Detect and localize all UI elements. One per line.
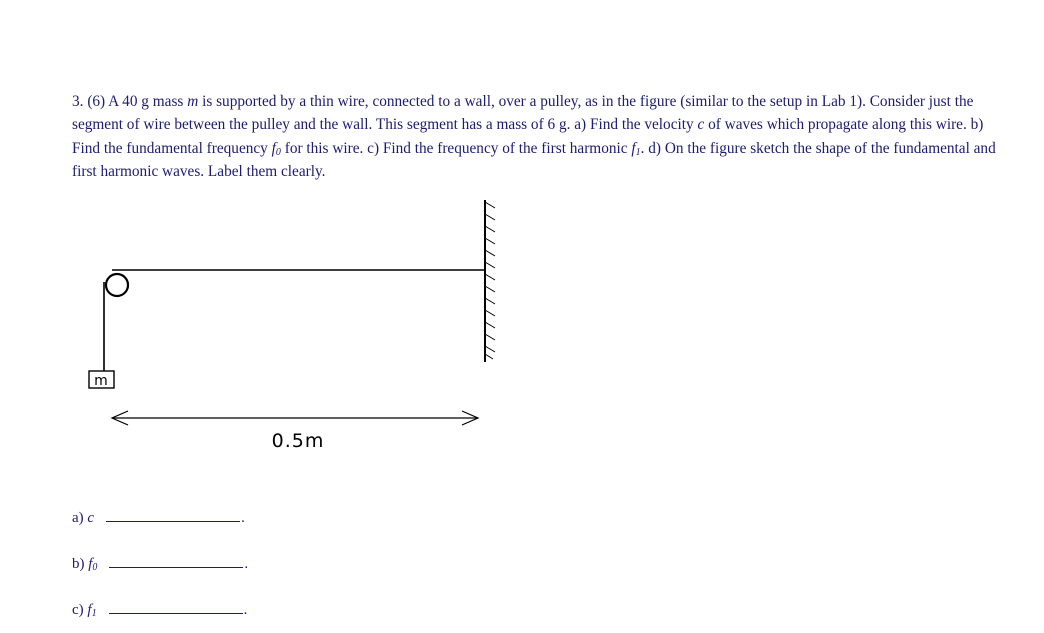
answer-b-blank[interactable] [109, 553, 243, 568]
length-label: 0.5m [271, 430, 325, 452]
answer-c-label: c) [72, 602, 84, 618]
answer-a-period: . [241, 510, 245, 526]
answer-a-blank[interactable] [106, 507, 240, 522]
problem-points: (6) [87, 93, 106, 110]
variable-f1: $f_1$ [631, 139, 641, 158]
answer-a-label: a) [72, 510, 84, 526]
answer-b-period: . [244, 556, 249, 572]
answer-b-variable: $f_0$ [88, 556, 98, 573]
problem-text-part: of waves which propagate along this wire. b) Find the fundamental frequency [72, 116, 984, 157]
answer-c-period: . [243, 602, 248, 618]
problem-number: 3. [72, 93, 84, 110]
wall-hatching [485, 202, 495, 359]
mass-label: m [94, 373, 108, 389]
problem-text-part: for this wire. c) Find the frequency of the first harmonic [284, 139, 628, 157]
problem-text-part: A 40 g mass [108, 93, 184, 110]
answer-b-label: b) [72, 556, 85, 572]
problem-text-part: . d) On the figure sketch the shape of the fundamental and first harmonic waves. Label them clearly. [72, 139, 996, 180]
problem-text-part: is supported by a thin wire, connected to a wall, over a pulley, as in the figure (similar to the setup in Lab 1). Consider just the segment of wire between the pulley and the wall. This segment has a mass of 6 g. a) Find the velocity [72, 93, 974, 134]
variable-c: c [697, 116, 705, 134]
answer-a [72, 507, 245, 527]
answer-c-blank[interactable] [109, 599, 243, 614]
answer-b [72, 553, 248, 573]
answer-a-variable: c [87, 510, 95, 526]
variable-m: m [187, 93, 199, 110]
pulley [106, 274, 128, 296]
variable-f0: $f_0$ [271, 139, 281, 158]
answer-c-variable: $f_1$ [87, 602, 97, 619]
answer-c [72, 599, 247, 619]
